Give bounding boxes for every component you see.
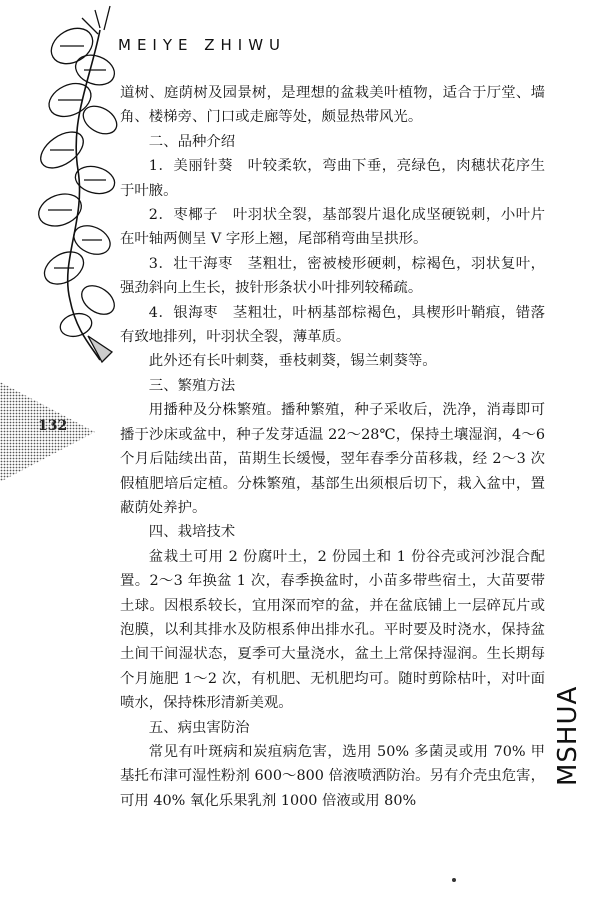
body-text <box>120 81 545 813</box>
section-heading: 二、品种介绍 <box>148 133 236 150</box>
watermark: MSHUA <box>553 685 583 786</box>
paragraph: 1．美丽针葵 叶较柔软，弯曲下垂，亮绿色，肉穗状花序生于叶腋。 <box>120 158 545 199</box>
paragraph: 用播种及分株繁殖。播种繁殖，种子采收后，洗净，消毒即可播于沙床或盆中，种子发芽适温 22～28℃，保持土壤湿润，4～6 个月后陆续出苗，苗期生长缓慢，翌年春季分苗移栽，经 2～3 次假植肥培后定植。分株繁殖，基部生出须根后切下，栽入盆中，置蔽荫处养护。 <box>120 402 545 516</box>
section-heading: 四、栽培技术 <box>148 524 236 541</box>
paragraph: 此外还有长叶刺葵，垂枝刺葵，锡兰刺葵等。 <box>148 353 437 370</box>
ink-dot <box>452 878 456 882</box>
page-number: 132 <box>38 418 68 434</box>
paragraph: 道树、庭荫树及园景树，是理想的盆栽美叶植物，适合于厅堂、墙角、楼梯旁、门口或走廊等处，颇显热带风光。 <box>120 85 545 126</box>
paragraph: 盆栽土可用 2 份腐叶土，2 份园土和 1 份谷壳或河沙混合配置。2～3 年换盆 1 次，春季换盆时，小苗多带些宿土，大苗要带土球。因根系较长，宜用深而窄的盆，并在盆底铺上一层碎瓦片或泡膜，以利其排水及防根系伸出排水孔。平时要及时浇水，保持盆土间干间湿状态，夏季可大量浇水，盆土上常保持湿润。生长期每个月施肥 1～2 次，有机肥、无机肥均可。随时剪除枯叶，对叶面喷水，保持株形清新美观。 <box>120 548 545 712</box>
paragraph: 2．枣椰子 叶羽状全裂，基部裂片退化成坚硬锐刺，小叶片在叶轴两侧呈 V 字形上翘，尾部稍弯曲呈拱形。 <box>120 207 545 248</box>
running-header: MEIYE ZHIWU <box>118 36 287 54</box>
paragraph: 4．银海枣 茎粗壮，叶柄基部棕褐色，具楔形叶鞘痕，错落有致地排列，叶羽状全裂，薄革质。 <box>120 304 545 346</box>
paragraph: 常见有叶斑病和炭疽病危害，选用 50% 多菌灵或用 70% 甲基托布津可湿性粉剂 600～800 倍液喷洒防治。另有介壳虫危害，可用 40% 氧化乐果乳剂 1000 倍液或用 80% <box>120 743 545 809</box>
section-heading: 三、繁殖方法 <box>148 377 236 394</box>
section-heading: 五、病虫害防治 <box>148 719 250 736</box>
paragraph: 3．壮干海枣 茎粗壮，密被棱形硬刺，棕褐色，羽状复叶，强劲斜向上生长，披针形条状小叶排列较稀疏。 <box>120 255 545 297</box>
